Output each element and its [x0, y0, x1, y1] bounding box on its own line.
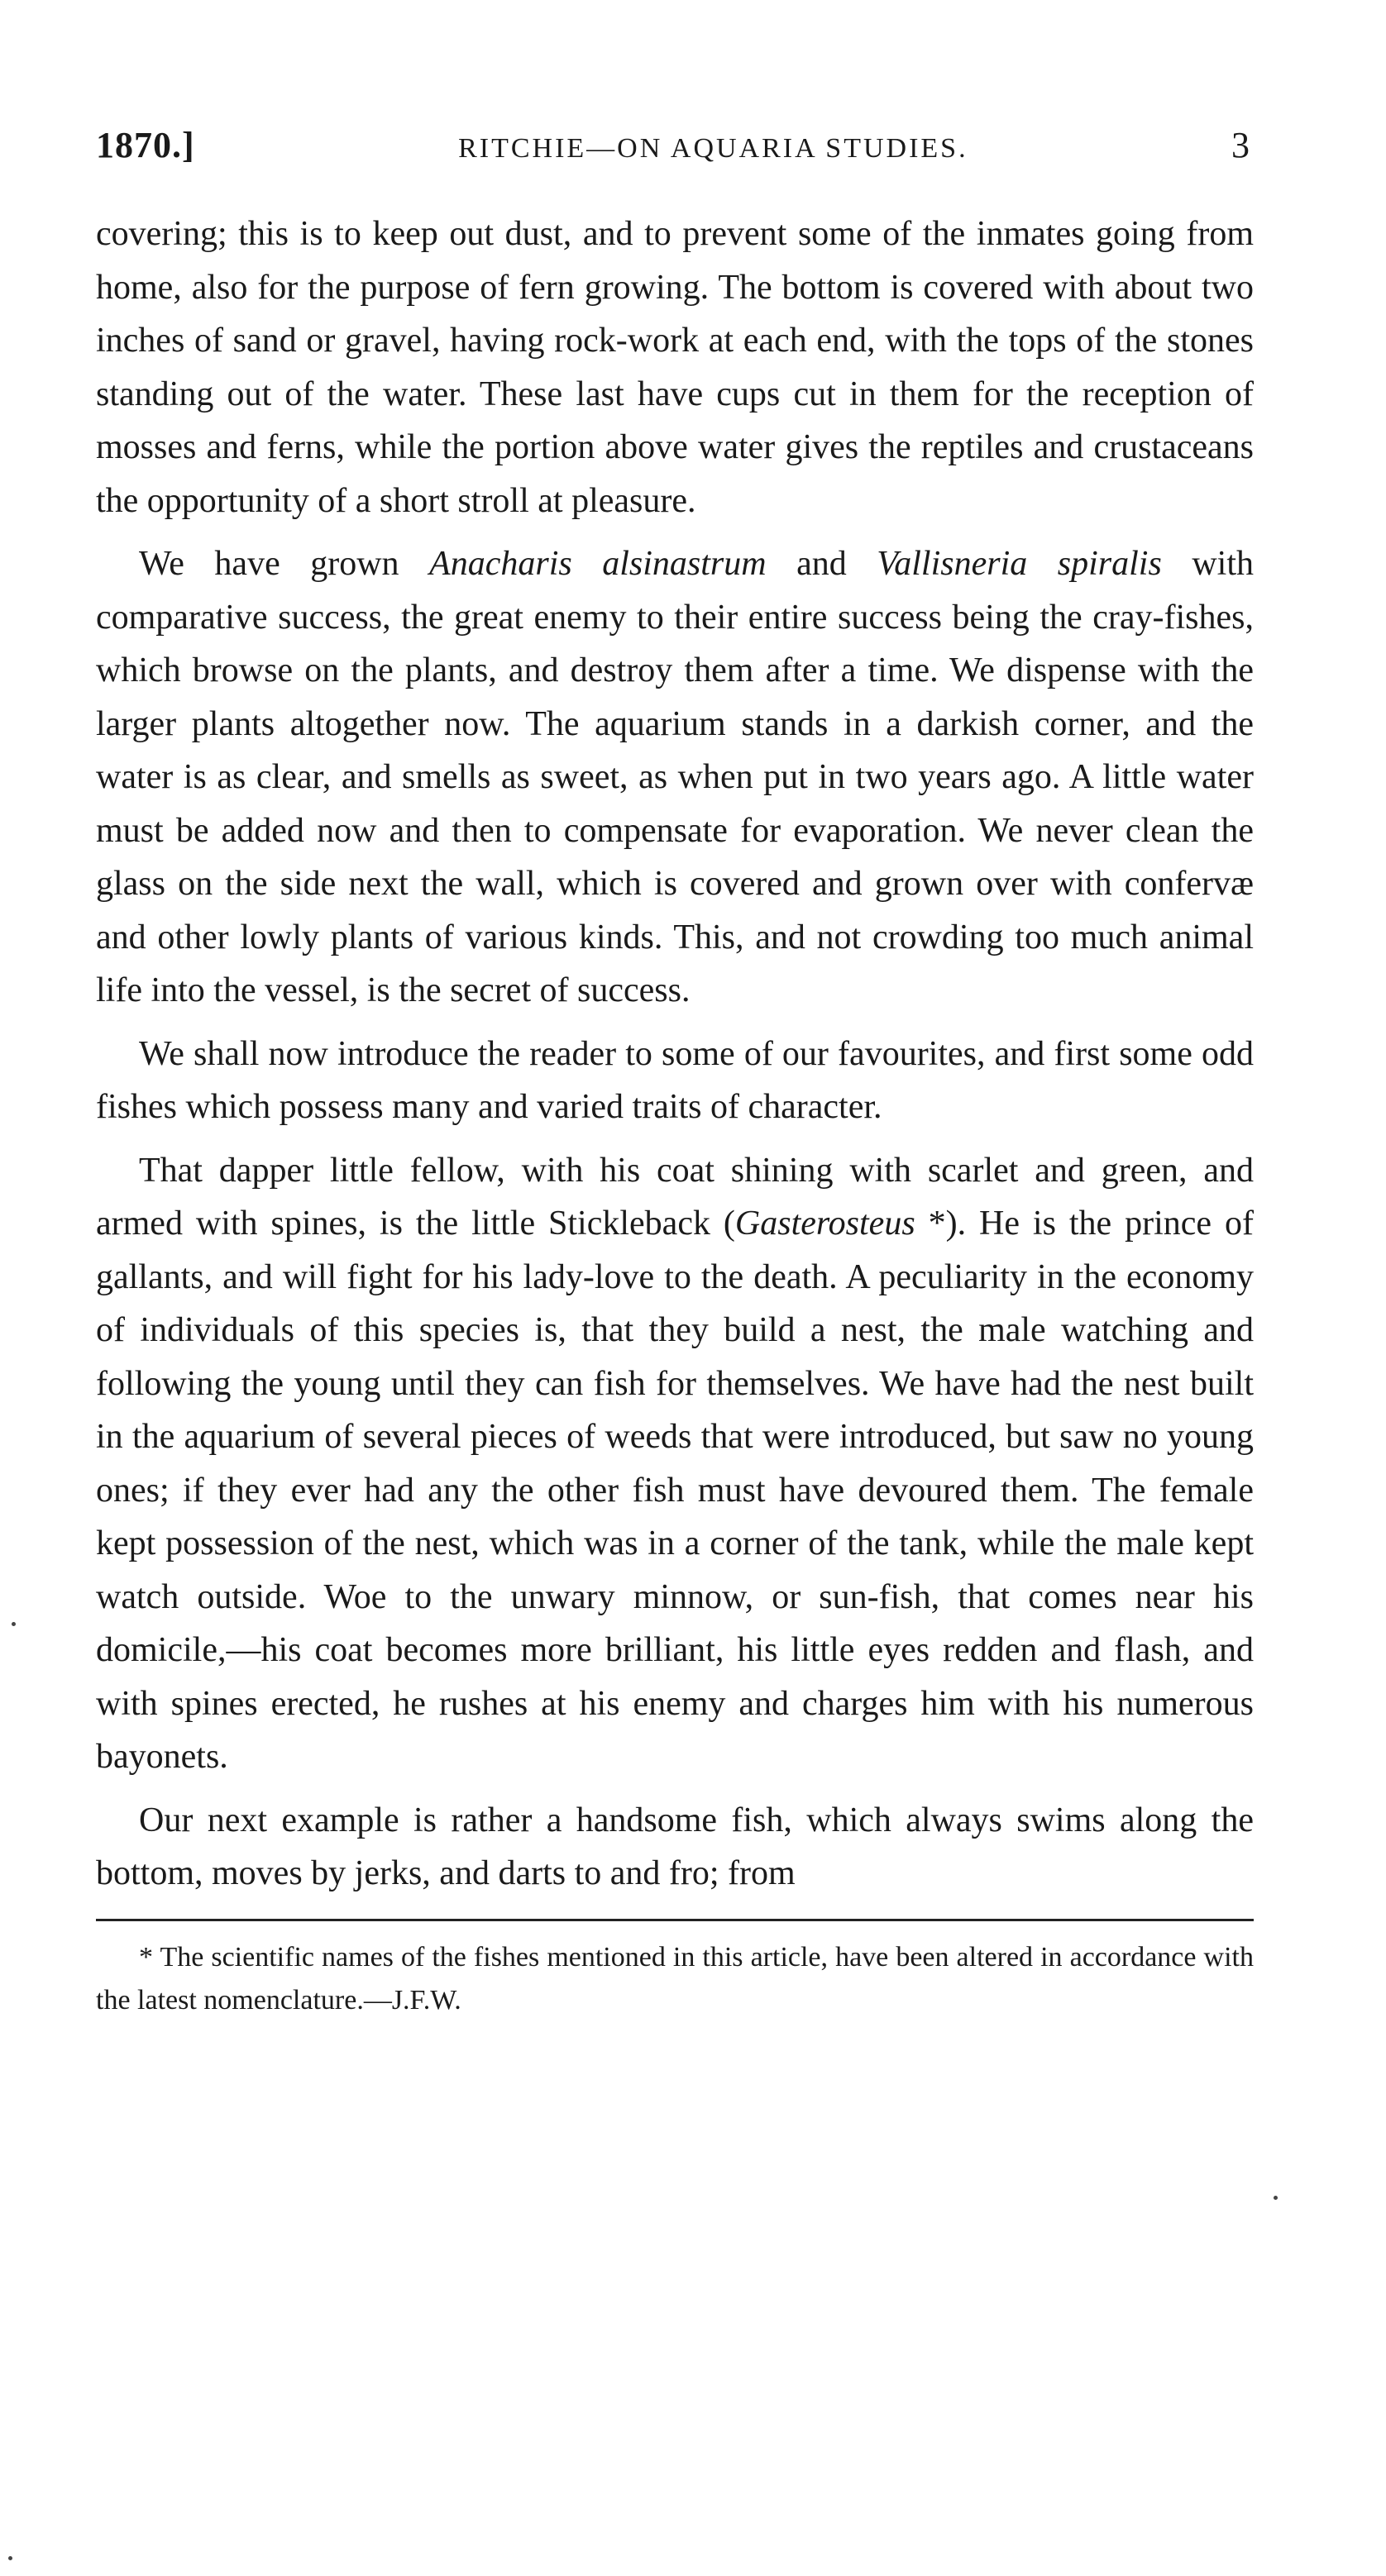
species-name-vallisneria: Vallisneria spiralis	[877, 545, 1162, 583]
paragraph-4-before: That dapper little fellow, with his coat shining with scarlet and green, and armed with spines, is the little Stickleback (	[96, 1151, 1254, 1243]
margin-speck	[12, 1622, 16, 1626]
header-year: 1870.]	[96, 125, 195, 165]
page-number: 3	[1231, 125, 1250, 165]
margin-speck	[1274, 2196, 1278, 2200]
paragraph-2-before: We have grown	[139, 545, 430, 583]
paragraph-2-mid: and	[766, 545, 877, 583]
paragraph-2-after: with comparative success, the great enemy to their entire success being the cray-fishes, which browse on the plants, and destroy them after a time. We dispense with the larger plants altogether now. The aquarium stands in a darkish corner, and the water is as clear, and smells as sweet, as when put in two years ago. A little water must be added now and then to compensate for evaporation. We never clean the glass on the side next the wall, which is covered and grown over with confervæ and other lowly plants of various kinds. This, and not crowding too much animal life into the vessel, is the secret of success.	[96, 545, 1254, 1009]
paragraph-4	[96, 1144, 1254, 1784]
running-title: RITCHIE—ON AQUARIA STUDIES.	[458, 133, 968, 164]
paragraph-2	[96, 537, 1254, 1018]
paragraph-1: covering; this is to keep out dust, and to prevent some of the inmates going from home, also for the purpose of fern growing. The bottom is covered with about two inches of sand or gravel, having rock-work at each end, with the tops of the stones standing out of the water. These last have cups cut in them for the reception of mosses and ferns, while the portion above water gives the reptiles and crustaceans the opportunity of a short stroll at pleasure.	[96, 215, 1254, 520]
margin-speck	[8, 2556, 12, 2560]
page	[96, 124, 1254, 2022]
paragraph-5: Our next example is rather a handsome fish, which always swims along the bottom, moves by jerks, and darts to and fro; from	[96, 1801, 1254, 1892]
species-name-gasterosteus: Gasterosteus	[734, 1205, 915, 1243]
footnote-rule	[96, 1919, 1254, 1921]
paragraph-3: We shall now introduce the reader to some of our favourites, and first some odd fishes which possess many and varied traits of character.	[96, 1034, 1254, 1126]
running-head	[96, 124, 1254, 166]
footnote: * The scientific names of the fishes mentioned in this article, have been altered in accordance with the latest nomenclature.—J.F.W.	[96, 1941, 1254, 2015]
body-text	[96, 208, 1254, 1901]
species-name-anacharis: Anacharis alsinastrum	[429, 545, 767, 583]
paragraph-4-after: *). He is the prince of gallants, and will fight for his lady-love to the death. A peculiarity in the economy of individuals of this species is, that they build a nest, the male watching and following the young until they can fish for themselves. We have had the nest built in the aquarium of several pieces of weeds that were introduced, but saw no young ones; if they ever had any the other fish must have devoured them. The female kept possession of the nest, which was in a corner of the tank, while the male kept watch outside. Woe to the unwary minnow, or sun-fish, that comes near his domicile,—his coat becomes more brilliant, his little eyes redden and flash, and with spines erected, he rushes at his enemy and charges him with his numerous bayonets.	[96, 1205, 1254, 1776]
